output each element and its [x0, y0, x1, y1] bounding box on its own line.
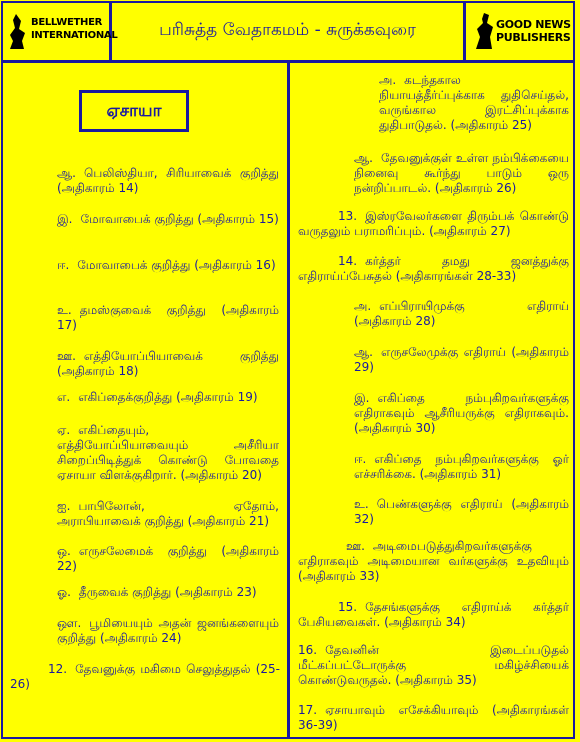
good-news-line1: GOOD NEWS [496, 18, 571, 31]
entry-text: எகிப்தைக்குறித்து (அதிகாரம் 19) [78, 390, 258, 404]
outline-entry [57, 303, 279, 333]
outline-entry [57, 499, 279, 529]
entry-text: பூமியையும் அதன் ஜனங்களையும் குறித்து (அதிகாரம் 24) [57, 616, 279, 645]
entry-text: தேவனின் இடைப்படுதல் மீட்கப்பட்டோருக்கு மகிழ்ச்சியைக் கொண்டுவருதல். (அதிகாரம் 35) [298, 643, 569, 687]
entry-text: அடிமைபடுத்துகிறவர்களுக்கு எதிராகவும் அடிமையான வர்களுக்கு உதவியும் (அதிகாரம் 33) [298, 539, 569, 583]
entry-marker: 17. [298, 703, 318, 717]
entry-text: இஸ்ரவேலர்களை திரும்பக் கொண்டு வருதலும் பராமரிப்பும். (அதிகாரம் 27) [298, 209, 569, 238]
entry-text: ஏசாயாவும் எசேக்கியாவும் (அதிகாரங்கள் 36-39) [298, 703, 569, 732]
entry-marker: அ. [354, 299, 372, 313]
outline-entry [298, 539, 569, 584]
outline-entry [57, 585, 279, 600]
outline-entry [298, 209, 569, 239]
outline-entry [57, 212, 279, 227]
outline-entry [354, 345, 569, 375]
good-news-logo-text [496, 18, 571, 44]
outline-entry [298, 703, 569, 733]
bellwether-ram-icon [7, 11, 27, 51]
outline-entry [298, 254, 569, 284]
entry-marker: ஏ. [57, 423, 71, 437]
book-title: ஏசாயா [106, 100, 162, 121]
entry-text: கர்த்தர் தமது ஜனத்துக்கு எதிராய்ப்பேசுதல் (அதிகாரங்கள் 28-33) [298, 254, 569, 283]
entry-marker: ஒ. [57, 544, 71, 558]
entry-marker: 16. [298, 643, 318, 657]
entry-marker: உ. [57, 303, 72, 317]
entry-marker: 14. [338, 254, 358, 268]
page-title: பரிசுத்த வேதாகமம் - சுருக்கவுரை [159, 19, 416, 40]
entry-marker: ஈ. [57, 258, 70, 272]
entry-text: எகிப்தை நம்புகிறவர்களுக்கு ஓர் எச்சரிக்கை. (அதிகாரம் 31) [354, 452, 569, 481]
outline-entry [354, 391, 569, 436]
bellwether-logo-text [31, 16, 117, 42]
outline-entry [57, 166, 279, 196]
entry-marker: ஆ. [354, 151, 373, 165]
outline-entry [10, 662, 280, 692]
entry-text: தேசங்களுக்கு எதிராய்க் கர்த்தர் பேசியவைகள். (அதிகாரம் 34) [298, 600, 569, 629]
entry-marker: ஆ. [354, 345, 373, 359]
entry-marker: ஈ. [354, 452, 367, 466]
entry-marker: எ. [57, 390, 71, 404]
entry-text: பாபிலோன், ஏதோம், அராபியாவைக் குறித்து (அதிகாரம் 21) [57, 499, 279, 528]
outline-entry [354, 151, 569, 196]
entry-marker: அ. [379, 73, 397, 87]
outline-entry [57, 544, 279, 574]
entry-text: மோவாபைக் குறித்து (அதிகாரம் 16) [77, 258, 276, 272]
entry-marker: ஓ. [57, 585, 71, 599]
bellwether-logo [1, 1, 118, 60]
outline-entry [57, 390, 279, 405]
entry-text: பெண்களுக்கு எதிராய் (அதிகாரம் 32) [354, 497, 569, 526]
outline-entry [57, 423, 279, 483]
entry-text: மோவாபைக் குறித்து (அதிகாரம் 15) [80, 212, 279, 226]
header [1, 1, 575, 63]
entry-text: பெலிஸ்தியா, சிரியாவைக் குறித்து (அதிகாரம் 14) [57, 166, 279, 195]
entry-marker: ஊ. [57, 349, 76, 363]
entry-text: தேவனுக்குள் உள்ள நம்பிக்கையை நினைவு கூர்ந்து பாடும் ஒரு நன்றிப்பாடல். (அதிகாரம் 26) [354, 151, 569, 195]
good-news-logo [463, 1, 575, 60]
bellwether-line1: BELLWETHER [31, 17, 103, 28]
outline-entry [379, 73, 569, 133]
outline-entry [57, 258, 279, 273]
bellwether-line2: INTERNATIONAL [31, 30, 118, 41]
entry-text: தமஸ்குவைக் குறித்து (அதிகாரம் 17) [57, 303, 279, 332]
good-news-figure-icon [474, 11, 494, 51]
entry-text: கடந்தகால நியாயத்தீர்ப்புக்காக துதிசெய்தல், வருங்கால இரட்சிப்புக்காக துதிபாடுதல். (அதிகாரம் 25) [379, 73, 569, 132]
entry-text: தேவனுக்கு மகிமை செலுத்துதல் (25-26) [10, 662, 280, 691]
entry-text: எருசலேமுக்கு எதிராய் (அதிகாரம் 29) [354, 345, 569, 374]
entry-marker: 12. [48, 662, 68, 676]
entry-text: எப்பிராயிமுக்கு எதிராய் (அதிகாரம் 28) [354, 299, 569, 328]
entry-marker: ஆ. [57, 166, 76, 180]
entry-marker: உ. [354, 497, 369, 511]
outline-entry [298, 643, 569, 688]
outline-entry [354, 299, 569, 329]
entry-text: எகிப்தையும், எத்தியோப்பியாவையும் அசீரியா சிறைப்பிடித்துக் கொண்டு போவதை ஏசாயா விளக்குகிறார். (அதிகாரம் 20) [57, 423, 279, 482]
column-divider [287, 63, 290, 739]
outline-entry [298, 600, 569, 630]
outline-entry [354, 497, 569, 527]
entry-text: எத்தியோப்பியாவைக் குறித்து (அதிகாரம் 18) [57, 349, 279, 378]
entry-marker: ஊ. [346, 539, 365, 553]
book-title-box [79, 90, 189, 132]
entry-marker: இ. [57, 212, 73, 226]
entry-marker: 15. [338, 600, 358, 614]
outline-entry [354, 452, 569, 482]
outline-entry [57, 349, 279, 379]
entry-text: எகிப்தை நம்புகிறவர்களுக்கு எதிராகவும் ஆசீரியருக்கு எதிராகவும். (அதிகாரம் 30) [354, 391, 569, 435]
entry-marker: இ. [354, 391, 370, 405]
good-news-line2: PUBLISHERS [496, 31, 571, 44]
outline-entry [57, 616, 279, 646]
entry-marker: ஐ. [57, 499, 71, 513]
entry-text: எருசலேமைக் குறித்து (அதிகாரம் 22) [57, 544, 279, 573]
entry-marker: 13. [338, 209, 358, 223]
entry-marker: ஔ. [57, 616, 82, 630]
entry-text: தீருவைக் குறித்து (அதிகாரம் 23) [78, 585, 257, 599]
